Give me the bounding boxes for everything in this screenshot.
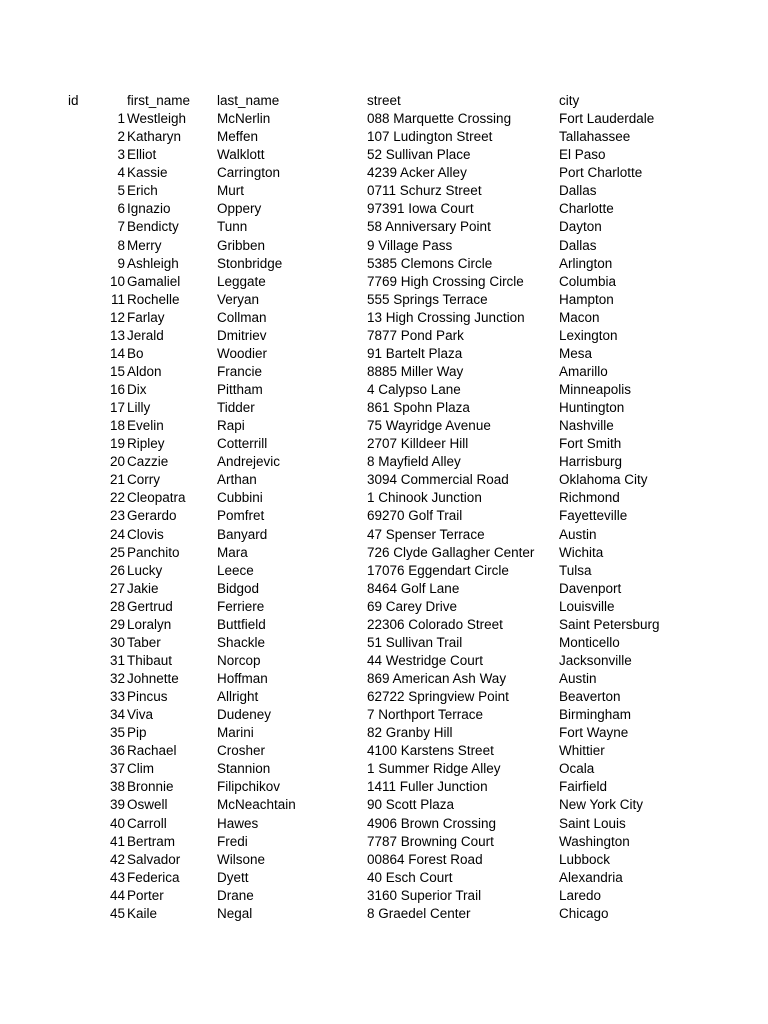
cell-city: Chicago (559, 905, 609, 921)
cell-last-name: Rapi (217, 418, 245, 434)
cell-id: 11 (110, 291, 125, 307)
table-row (0, 110, 768, 128)
cell-first-name: Kaile (127, 905, 158, 921)
table-row (0, 580, 768, 598)
cell-city: Wichita (559, 544, 604, 560)
table-row (0, 778, 768, 796)
cell-id: 29 (109, 616, 125, 632)
column-header-first-name: first_name (127, 93, 191, 108)
table-row (0, 182, 768, 200)
cell-first-name: Ashleigh (127, 255, 179, 271)
cell-city: Fort Wayne (559, 725, 629, 741)
column-header-city: city (559, 93, 580, 108)
cell-last-name: Stonbridge (217, 255, 283, 271)
cell-street: 107 Ludington Street (367, 129, 493, 145)
cell-id: 27 (109, 580, 125, 596)
cell-id: 15 (109, 363, 125, 379)
cell-last-name: Cubbini (217, 490, 263, 506)
cell-street: 62722 Springview Point (367, 689, 509, 705)
cell-first-name: Ripley (127, 436, 165, 452)
cell-id: 45 (109, 905, 125, 921)
cell-last-name: Negal (217, 905, 253, 921)
cell-city: Minneapolis (559, 382, 632, 397)
cell-city: Oklahoma City (559, 472, 648, 488)
cell-id: 5 (117, 183, 125, 199)
cell-city: New York City (559, 797, 644, 813)
table-row (0, 146, 768, 164)
cell-city: Austin (559, 526, 597, 542)
column-header-id: id (68, 93, 79, 108)
cell-last-name: Fredi (217, 833, 248, 849)
cell-first-name: Bo (127, 345, 144, 361)
cell-first-name: Merry (127, 237, 162, 253)
cell-id: 40 (109, 815, 125, 831)
cell-street: 5385 Clemons Circle (367, 255, 493, 271)
cell-last-name: Pittham (217, 382, 263, 397)
cell-street: 3094 Commercial Road (367, 472, 509, 488)
cell-last-name: Tidder (217, 400, 255, 416)
table-row (0, 815, 768, 833)
cell-last-name: Bidgod (217, 580, 260, 596)
cell-last-name: Cotterrill (217, 436, 268, 452)
cell-first-name: Bendicty (127, 219, 179, 235)
table-row (0, 237, 768, 255)
column-header-last-name: last_name (217, 93, 280, 108)
cell-last-name: Buttfield (217, 616, 266, 632)
cell-id: 36 (109, 743, 125, 759)
cell-street: 088 Marquette Crossing (367, 111, 512, 127)
cell-street: 1 Chinook Junction (367, 490, 482, 506)
cell-id: 35 (109, 725, 125, 741)
table-row (0, 200, 768, 218)
table-row (0, 507, 768, 525)
table-row (0, 273, 768, 291)
cell-last-name: Dudeney (217, 707, 272, 723)
cell-last-name: Hoffman (217, 671, 268, 686)
cell-id: 4 (117, 165, 125, 181)
cell-first-name: Lucky (127, 562, 163, 578)
cell-first-name: Pip (127, 725, 147, 741)
table-row (0, 905, 768, 923)
cell-first-name: Taber (127, 634, 161, 650)
cell-street: 3160 Superior Trail (367, 887, 482, 903)
cell-city: Dallas (559, 183, 597, 199)
cell-street: 13 High Crossing Junction (367, 309, 525, 325)
cell-id: 1 (117, 111, 125, 127)
table-row (0, 291, 768, 309)
cell-city: Macon (559, 309, 600, 325)
cell-city: Saint Petersburg (559, 616, 660, 632)
cell-city: Harrisburg (559, 454, 623, 470)
cell-first-name: Rachael (127, 743, 177, 759)
cell-last-name: Allright (217, 689, 259, 705)
cell-last-name: Shackle (217, 634, 266, 650)
cell-first-name: Cazzie (127, 454, 169, 470)
cell-street: 8 Mayfield Alley (367, 454, 461, 470)
cell-city: Fort Lauderdale (559, 111, 655, 127)
cell-last-name: Mara (217, 544, 248, 560)
cell-id: 14 (109, 345, 125, 361)
cell-last-name: Collman (217, 309, 267, 325)
cell-city: Fairfield (559, 779, 608, 795)
cell-last-name: Dyett (217, 869, 249, 885)
cell-first-name: Clovis (127, 526, 164, 542)
cell-street: 7769 High Crossing Circle (367, 273, 524, 289)
cell-first-name: Farlay (127, 309, 165, 325)
cell-id: 43 (109, 869, 125, 885)
cell-first-name: Dix (127, 382, 147, 397)
cell-street: 869 American Ash Way (367, 671, 507, 686)
cell-id: 3 (117, 147, 125, 163)
table-row (0, 309, 768, 327)
cell-street: 1411 Fuller Junction (367, 779, 488, 795)
cell-last-name: Francie (217, 363, 263, 379)
cell-city: Tallahassee (559, 129, 631, 145)
cell-city: El Paso (559, 147, 606, 163)
table-row (0, 345, 768, 363)
table-row (0, 652, 768, 670)
cell-last-name: Pomfret (217, 508, 265, 524)
cell-id: 7 (117, 219, 125, 235)
table-row (0, 869, 768, 887)
cell-first-name: Salvador (127, 851, 181, 867)
cell-id: 9 (117, 255, 125, 271)
cell-city: Beaverton (559, 689, 621, 705)
cell-city: Fayetteville (559, 508, 628, 524)
cell-city: Charlotte (559, 201, 614, 217)
cell-id: 30 (109, 634, 125, 650)
cell-street: 0711 Schurz Street (367, 183, 482, 199)
cell-first-name: Bronnie (127, 779, 174, 795)
cell-street: 7787 Browning Court (367, 833, 494, 849)
cell-street: 9 Village Pass (367, 237, 453, 253)
cell-street: 726 Clyde Gallagher Center (367, 544, 535, 560)
cell-id: 42 (109, 851, 125, 867)
cell-city: Arlington (559, 255, 613, 271)
cell-city: Fort Smith (559, 436, 622, 452)
cell-street: 47 Spenser Terrace (367, 526, 485, 542)
table-body (0, 110, 768, 923)
cell-first-name: Ignazio (127, 201, 171, 217)
cell-id: 41 (109, 833, 125, 849)
cell-last-name: Leggate (217, 273, 266, 289)
table-row (0, 164, 768, 182)
cell-first-name: Kassie (127, 165, 168, 181)
cell-city: Louisville (559, 598, 615, 614)
table-row (0, 742, 768, 760)
cell-street: 82 Granby Hill (367, 725, 453, 741)
table-row (0, 688, 768, 706)
cell-city: Jacksonville (559, 652, 632, 668)
cell-last-name: Wilsone (217, 851, 266, 867)
cell-last-name: Oppery (217, 201, 262, 217)
cell-last-name: Murt (217, 183, 244, 199)
table-row (0, 833, 768, 851)
cell-last-name: Arthan (217, 472, 257, 488)
table-row (0, 796, 768, 814)
data-table (0, 92, 768, 923)
cell-city: Saint Louis (559, 815, 626, 831)
cell-city: Nashville (559, 418, 614, 434)
cell-street: 22306 Colorado Street (367, 616, 503, 632)
cell-last-name: Hawes (217, 815, 259, 831)
cell-id: 33 (109, 689, 125, 705)
cell-last-name: Ferriere (217, 598, 265, 614)
cell-id: 16 (109, 382, 125, 397)
cell-first-name: Elliot (127, 147, 157, 163)
table-row (0, 851, 768, 869)
cell-street: 555 Springs Terrace (367, 291, 488, 307)
cell-last-name: McNerlin (217, 111, 271, 127)
cell-id: 2 (117, 129, 125, 145)
cell-city: Port Charlotte (559, 165, 643, 181)
cell-city: Washington (559, 833, 630, 849)
table-row (0, 471, 768, 489)
cell-id: 12 (109, 309, 125, 325)
cell-first-name: Federica (127, 869, 180, 885)
table-row (0, 381, 768, 399)
cell-street: 69 Carey Drive (367, 598, 458, 614)
table-row (0, 887, 768, 905)
cell-last-name: Woodier (217, 345, 268, 361)
cell-first-name: Panchito (127, 544, 180, 560)
cell-city: Hampton (559, 291, 614, 307)
cell-first-name: Westleigh (127, 111, 187, 127)
cell-city: Lubbock (559, 851, 611, 867)
cell-first-name: Gertrud (127, 598, 173, 614)
cell-city: Mesa (559, 345, 593, 361)
cell-id: 10 (109, 273, 125, 289)
cell-first-name: Erich (127, 183, 158, 199)
cell-street: 8 Graedel Center (367, 905, 471, 921)
cell-city: Tulsa (559, 562, 592, 578)
cell-city: Dallas (559, 237, 597, 253)
table-row (0, 724, 768, 742)
cell-city: Birmingham (559, 707, 632, 723)
cell-first-name: Oswell (127, 797, 168, 813)
table-row (0, 706, 768, 724)
cell-city: Huntington (559, 400, 625, 416)
cell-id: 34 (109, 707, 125, 723)
cell-first-name: Rochelle (127, 291, 180, 307)
cell-last-name: Carrington (217, 165, 281, 181)
cell-city: Monticello (559, 634, 620, 650)
cell-first-name: Jakie (127, 580, 159, 596)
table-header-row (0, 92, 768, 110)
cell-street: 52 Sullivan Place (367, 147, 471, 163)
cell-last-name: Veryan (217, 291, 260, 307)
table-row (0, 634, 768, 652)
cell-street: 75 Wayridge Avenue (367, 418, 491, 434)
table-row (0, 363, 768, 381)
table-row (0, 760, 768, 778)
cell-id: 31 (109, 652, 125, 668)
cell-first-name: Johnette (127, 671, 179, 686)
cell-street: 90 Scott Plaza (367, 797, 455, 813)
cell-id: 18 (109, 418, 125, 434)
cell-street: 7877 Pond Park (367, 327, 464, 343)
cell-city: Dayton (559, 219, 602, 235)
table-row (0, 435, 768, 453)
cell-id: 19 (109, 436, 125, 452)
cell-city: Lexington (559, 327, 618, 343)
cell-last-name: Crosher (217, 743, 266, 759)
cell-first-name: Katharyn (127, 129, 182, 145)
cell-city: Amarillo (559, 363, 608, 379)
cell-id: 38 (109, 779, 125, 795)
cell-last-name: Tunn (217, 219, 248, 235)
cell-id: 28 (109, 598, 125, 614)
cell-street: 91 Bartelt Plaza (367, 345, 463, 361)
cell-id: 21 (109, 472, 125, 488)
cell-street: 40 Esch Court (367, 869, 453, 885)
cell-id: 20 (109, 454, 125, 470)
cell-first-name: Viva (127, 707, 154, 723)
cell-first-name: Bertram (127, 833, 176, 849)
cell-city: Richmond (559, 490, 620, 506)
cell-first-name: Gerardo (127, 508, 177, 524)
cell-city: Whittier (559, 743, 605, 759)
cell-first-name: Porter (127, 887, 164, 903)
cell-id: 17 (109, 400, 125, 416)
cell-street: 861 Spohn Plaza (367, 400, 470, 416)
cell-city: Austin (559, 671, 597, 686)
table-row (0, 616, 768, 634)
cell-id: 23 (109, 508, 125, 524)
cell-city: Laredo (559, 887, 602, 903)
cell-street: 1 Summer Ridge Alley (367, 761, 501, 777)
cell-last-name: Walklott (217, 147, 265, 163)
cell-id: 39 (109, 797, 125, 813)
cell-city: Ocala (559, 761, 595, 777)
cell-street: 4906 Brown Crossing (367, 815, 497, 831)
cell-first-name: Carroll (127, 815, 167, 831)
table-row (0, 327, 768, 345)
cell-first-name: Clim (127, 761, 154, 777)
cell-street: 4 Calypso Lane (367, 382, 461, 397)
cell-id: 8 (117, 237, 125, 253)
table-row (0, 218, 768, 236)
cell-last-name: Gribben (217, 237, 266, 253)
cell-last-name: Andrejevic (217, 454, 281, 470)
cell-street: 2707 Killdeer Hill (367, 436, 469, 452)
cell-first-name: Aldon (127, 363, 162, 379)
cell-last-name: Dmitriev (217, 327, 267, 343)
cell-street: 00864 Forest Road (367, 851, 483, 867)
table-row (0, 128, 768, 146)
cell-id: 25 (109, 544, 125, 560)
cell-last-name: Marini (217, 725, 254, 741)
cell-last-name: Stannion (217, 761, 271, 777)
cell-city: Columbia (559, 273, 617, 289)
cell-street: 8885 Miller Way (367, 363, 464, 379)
table-row (0, 489, 768, 507)
cell-last-name: Leece (217, 562, 254, 578)
cell-street: 4100 Karstens Street (367, 743, 494, 759)
cell-id: 22 (109, 490, 125, 506)
cell-last-name: Norcop (217, 652, 261, 668)
cell-city: Alexandria (559, 869, 623, 885)
cell-last-name: Drane (217, 887, 254, 903)
table-row (0, 598, 768, 616)
cell-last-name: Filipchikov (217, 779, 281, 795)
cell-last-name: Meffen (217, 129, 259, 145)
cell-id: 6 (117, 201, 125, 217)
cell-street: 8464 Golf Lane (367, 580, 460, 596)
cell-id: 13 (109, 327, 125, 343)
cell-first-name: Loralyn (127, 616, 172, 632)
cell-id: 37 (109, 761, 125, 777)
cell-first-name: Pincus (127, 689, 168, 705)
cell-first-name: Lilly (127, 400, 151, 416)
table-row (0, 670, 768, 688)
cell-first-name: Cleopatra (127, 490, 186, 506)
table-row (0, 526, 768, 544)
cell-id: 32 (109, 671, 125, 686)
cell-street: 17076 Eggendart Circle (367, 562, 509, 578)
cell-street: 58 Anniversary Point (367, 219, 491, 235)
cell-street: 97391 Iowa Court (367, 201, 474, 217)
cell-last-name: Banyard (217, 526, 268, 542)
table-row (0, 562, 768, 580)
table-row (0, 453, 768, 471)
cell-street: 44 Westridge Court (367, 652, 484, 668)
column-header-street: street (367, 93, 401, 108)
cell-first-name: Evelin (127, 418, 164, 434)
cell-first-name: Gamaliel (127, 273, 181, 289)
cell-street: 69270 Golf Trail (367, 508, 463, 524)
cell-id: 26 (109, 562, 125, 578)
cell-street: 51 Sullivan Trail (367, 634, 463, 650)
cell-id: 44 (109, 887, 125, 903)
cell-first-name: Corry (127, 472, 160, 488)
cell-street: 4239 Acker Alley (367, 165, 467, 181)
cell-first-name: Thibaut (127, 652, 173, 668)
table-row (0, 544, 768, 562)
cell-last-name: McNeachtain (217, 797, 296, 813)
cell-street: 7 Northport Terrace (367, 707, 484, 723)
table-row (0, 399, 768, 417)
cell-first-name: Jerald (127, 327, 164, 343)
table-row (0, 255, 768, 273)
cell-id: 24 (109, 526, 125, 542)
cell-city: Davenport (559, 580, 622, 596)
table-row (0, 417, 768, 435)
